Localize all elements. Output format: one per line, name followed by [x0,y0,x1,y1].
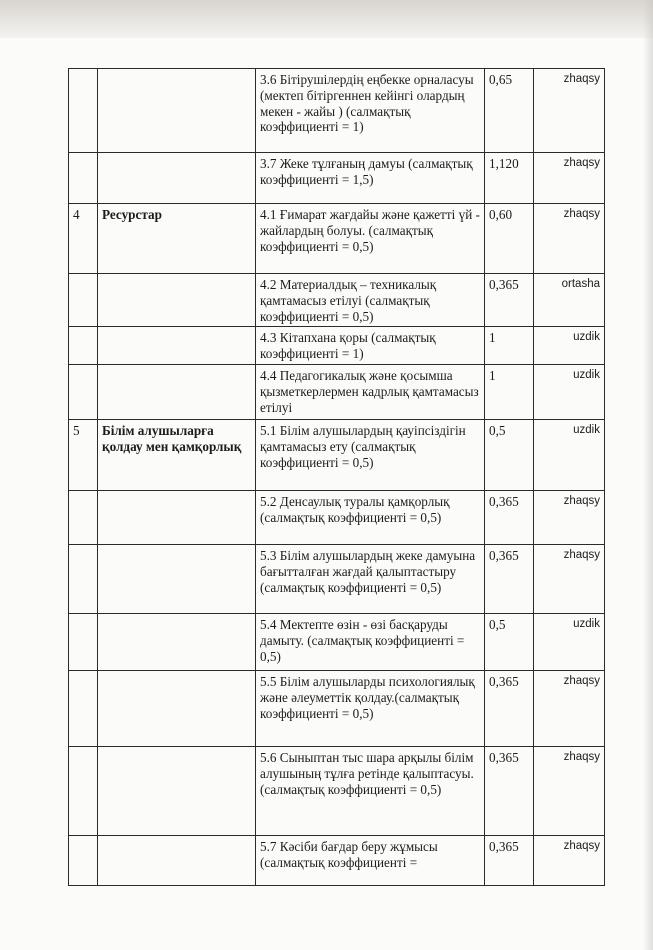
section-title [98,671,256,747]
table-row [69,365,605,420]
criterion-text: 3.6 Бітірушілердің еңбекке орналасуы (мектеп бітіргеннен кейінгі олардың мекен - жайы ) (салмақтық коэффициенті = 1) [256,69,485,153]
score-value: 0,365 [485,747,534,836]
table-row [69,671,605,747]
table-row [69,204,605,274]
table-row [69,614,605,671]
section-title [98,69,256,153]
section-title [98,545,256,614]
criterion-text: 5.3 Білім алушылардың жеке дамуына бағытталған жағдай қалыптастыру (салмақтық коэффициенті = 0,5) [256,545,485,614]
row-number [69,327,98,365]
score-value: 0,365 [485,491,534,545]
row-number [69,274,98,327]
criterion-text: 4.2 Материалдық – техникалық қамтамасыз етілуі (салмақтық коэффициенті = 0,5) [256,274,485,327]
table-row [69,420,605,491]
criterion-text: 5.7 Кәсіби бағдар беру жұмысы (салмақтық коэффициенті = [256,836,485,886]
row-number: 4 [69,204,98,274]
table-row [69,69,605,153]
section-title: Білім алушыларға қолдау мен қамқорлық [98,420,256,491]
score-value: 1 [485,327,534,365]
section-title [98,614,256,671]
level-value: zhaqsy [534,204,605,274]
page-top-shadow [0,0,653,38]
row-number [69,491,98,545]
row-number [69,365,98,420]
score-value: 0,5 [485,420,534,491]
level-value: uzdik [534,614,605,671]
section-title: Ресурстар [98,204,256,274]
level-value: zhaqsy [534,491,605,545]
level-value: ortasha [534,274,605,327]
row-number [69,69,98,153]
score-value: 1 [485,365,534,420]
level-value: uzdik [534,420,605,491]
table-row [69,836,605,886]
table-row [69,327,605,365]
criterion-text: 5.2 Денсаулық туралы қамқорлық (салмақтық коэффициенті = 0,5) [256,491,485,545]
section-title [98,365,256,420]
criterion-text: 3.7 Жеке тұлғаның дамуы (салмақтық коэффициенті = 1,5) [256,153,485,204]
score-value: 0,60 [485,204,534,274]
criterion-text: 4.4 Педагогикалық және қосымша қызметкерлермен кадрлық қамтамасыз етілуі [256,365,485,420]
level-value: zhaqsy [534,671,605,747]
level-value: zhaqsy [534,836,605,886]
section-title [98,836,256,886]
criterion-text: 5.6 Сыныптан тыс шара арқылы білім алушының тұлға ретінде қалыптасуы. (салмақтық коэффициенті = 0,5) [256,747,485,836]
criterion-text: 5.1 Білім алушылардың қауіпсіздігін қамтамасыз ету (салмақтық коэффициенті = 0,5) [256,420,485,491]
score-value: 0,365 [485,274,534,327]
row-number [69,153,98,204]
section-title [98,153,256,204]
row-number [69,545,98,614]
section-title [98,747,256,836]
criterion-text: 4.3 Кітапхана қоры (салмақтық коэффициенті = 1) [256,327,485,365]
evaluation-table [68,68,605,886]
score-value: 0,65 [485,69,534,153]
table-row [69,545,605,614]
row-number [69,747,98,836]
score-value: 0,365 [485,545,534,614]
score-value: 1,120 [485,153,534,204]
score-value: 0,365 [485,671,534,747]
row-number [69,836,98,886]
section-title [98,274,256,327]
level-value: zhaqsy [534,153,605,204]
page-edge-shadow [643,0,653,950]
level-value: zhaqsy [534,545,605,614]
section-title [98,327,256,365]
row-number: 5 [69,420,98,491]
criterion-text: 5.4 Мектепте өзін - өзі басқаруды дамыту. (салмақтық коэффициенті = 0,5) [256,614,485,671]
table-row [69,274,605,327]
table-row [69,491,605,545]
row-number [69,614,98,671]
criterion-text: 4.1 Ғимарат жағдайы және қажетті үй - жайлардың болуы. (салмақтық коэффициенті = 0,5) [256,204,485,274]
table-row [69,153,605,204]
row-number [69,671,98,747]
criterion-text: 5.5 Білім алушыларды психологиялық және әлеуметтік қолдау.(салмақтық коэффициенті = 0,5) [256,671,485,747]
score-value: 0,5 [485,614,534,671]
section-title [98,491,256,545]
level-value: uzdik [534,365,605,420]
table-row [69,747,605,836]
score-value: 0,365 [485,836,534,886]
level-value: zhaqsy [534,747,605,836]
level-value: zhaqsy [534,69,605,153]
level-value: uzdik [534,327,605,365]
